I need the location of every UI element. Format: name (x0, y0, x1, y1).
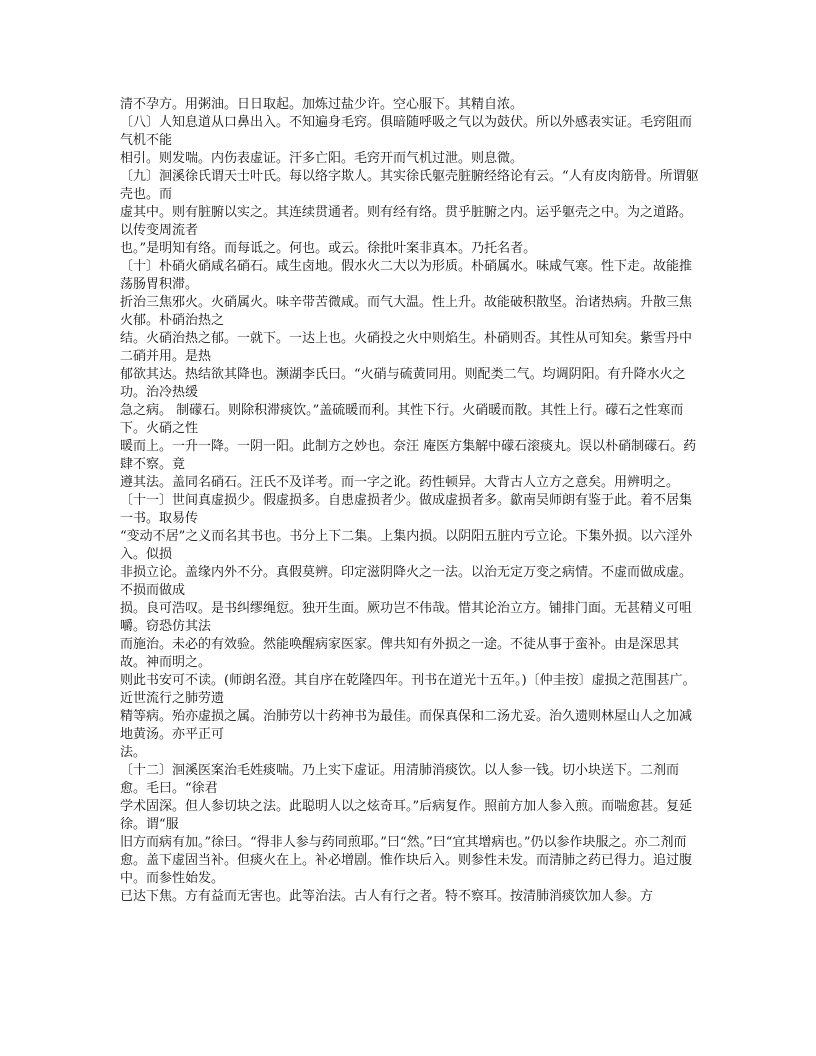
text-line: 〔九〕洄溪徐氏谓天士叶氏。每以络字欺人。其实徐氏躯壳脏腑经络论有云。“人有皮肉筋骨。所谓躯壳也。而 (120, 169, 699, 202)
text-line: 愈。盖下虚固当补。但痰火在上。补必增剧。惟作块后入。则参性未发。而清肺之药已得力。追过腹中。而参性始发。 (120, 853, 693, 886)
text-line: 损。良可浩叹。是书纠缪绳愆。独开生面。厥功岂不伟哉。惜其论治立方。铺排门面。无甚精义可咀嚼。窃恐仿其法 (120, 601, 693, 634)
text-line: 〔八〕人知息道从口鼻出入。不知遍身毛窍。俱暗随呼吸之气以为鼓伏。所以外感表实证。毛窍阻而气机不能 (120, 115, 693, 148)
text-line: 遵其法。盖同名硝石。汪氏不及详考。而一字之讹。药性顿异。大背古人立方之意矣。用辨明之。 (120, 475, 680, 490)
text-line: 折治三焦邪火。火硝属火。味辛带苦微咸。而气大温。性上升。故能破积散坚。治诸热病。升散三焦火郁。朴硝治热之 (120, 295, 693, 328)
text-line: 非损立论。盖缘内外不分。真假莫辨。印定滋阴降火之一法。以治无定万变之病情。不虚而做成虚。不损而做成 (120, 565, 693, 598)
text-line: 虚其中。则有脏腑以实之。其连续贯通者。则有经有络。贯乎脏腑之内。运乎躯壳之中。为之道路。以传变周流者 (120, 205, 693, 238)
text-line: “变动不居”之义而名其书也。书分上下二集。上集内损。以阴阳五脏内亏立论。下集外损。以六淫外入。似损 (120, 529, 693, 562)
text-line: 则此书安可不读。(师朗名澄。其自序在乾隆四年。刊书在道光十五年。)〔仲圭按〕虚损之范围甚广。近世流行之肺劳遗 (120, 673, 696, 706)
document-page (120, 96, 700, 906)
text-line: 也。”是明知有络。而每诋之。何也。或云。徐批叶案非真本。乃托名者。 (120, 241, 537, 256)
text-line: 〔十一〕世间真虚损少。假虚损多。自患虚损者少。做成虚损者多。歙南吴师朗有鉴于此。着不居集一书。取易传 (120, 493, 693, 526)
text-line: 结。火硝治热之郁。一就下。一达上也。火硝投之火中则焰生。朴硝则否。其性从可知矣。紫雪丹中二硝并用。是热 (120, 331, 693, 364)
text-line: 郁欲其达。热结欲其降也。濒湖李氏曰。“火硝与硫黄同用。则配类二气。均调阴阳。有升降水火之功。治冷热缓 (120, 367, 686, 400)
text-line: 〔十二〕洄溪医案治毛姓痰喘。乃上实下虚证。用清肺消痰饮。以人参一钱。切小块送下。二剂而愈。毛曰。“徐君 (120, 763, 680, 796)
text-line: 清不孕方。用粥油。日日取起。加炼过盐少许。空心服下。其精自浓。 (120, 97, 524, 112)
text-line: 〔十〕朴硝火硝咸名硝石。咸生卤地。假水火二大以为形质。朴硝属水。味咸气寒。性下走。故能推荡肠胃积滞。 (120, 259, 693, 292)
text-line: 精等病。殆亦虚损之属。治肺劳以十药神书为最佳。而保真保和二汤尤妥。治久遗则林屋山人之加减地黄汤。亦平正可 (120, 709, 693, 742)
text-line: 旧方而病有加。”徐曰。“得非人参与药同煎耶。”曰“然。”曰“宜其增病也。”仍以参作块服之。亦二剂而 (120, 835, 687, 850)
text-line: 急之病。 制礞石。则除积滞痰饮。”盖硫暖而利。其性下行。火硝暖而散。其性上行。礞石之性寒而下。火硝之性 (120, 403, 684, 436)
text-line: 而施治。未必的有效验。然能唤醒病家医家。俾共知有外损之一途。不徒从事于蛮补。由是深思其故。神而明之。 (120, 637, 680, 670)
text-line: 相引。则发喘。内伤表虚证。汗多亡阳。毛窍开而气机过泄。则息微。 (120, 151, 524, 166)
text-line: 已达下焦。方有益而无害也。此等治法。古人有行之者。特不察耳。按清肺消痰饮加人参。方 (120, 889, 654, 904)
text-line: 暖而上。一升一降。一阴一阳。此制方之妙也。奈汪 庵医方集解中礞石滚痰丸。误以朴硝制礞石。药肆不察。竟 (120, 439, 697, 472)
text-line: 学术固深。但人参切块之法。此聪明人以之炫奇耳。”后病复作。照前方加人参入煎。而喘愈甚。复延徐。谓“服 (120, 799, 693, 832)
text-line: 法。 (120, 745, 147, 760)
